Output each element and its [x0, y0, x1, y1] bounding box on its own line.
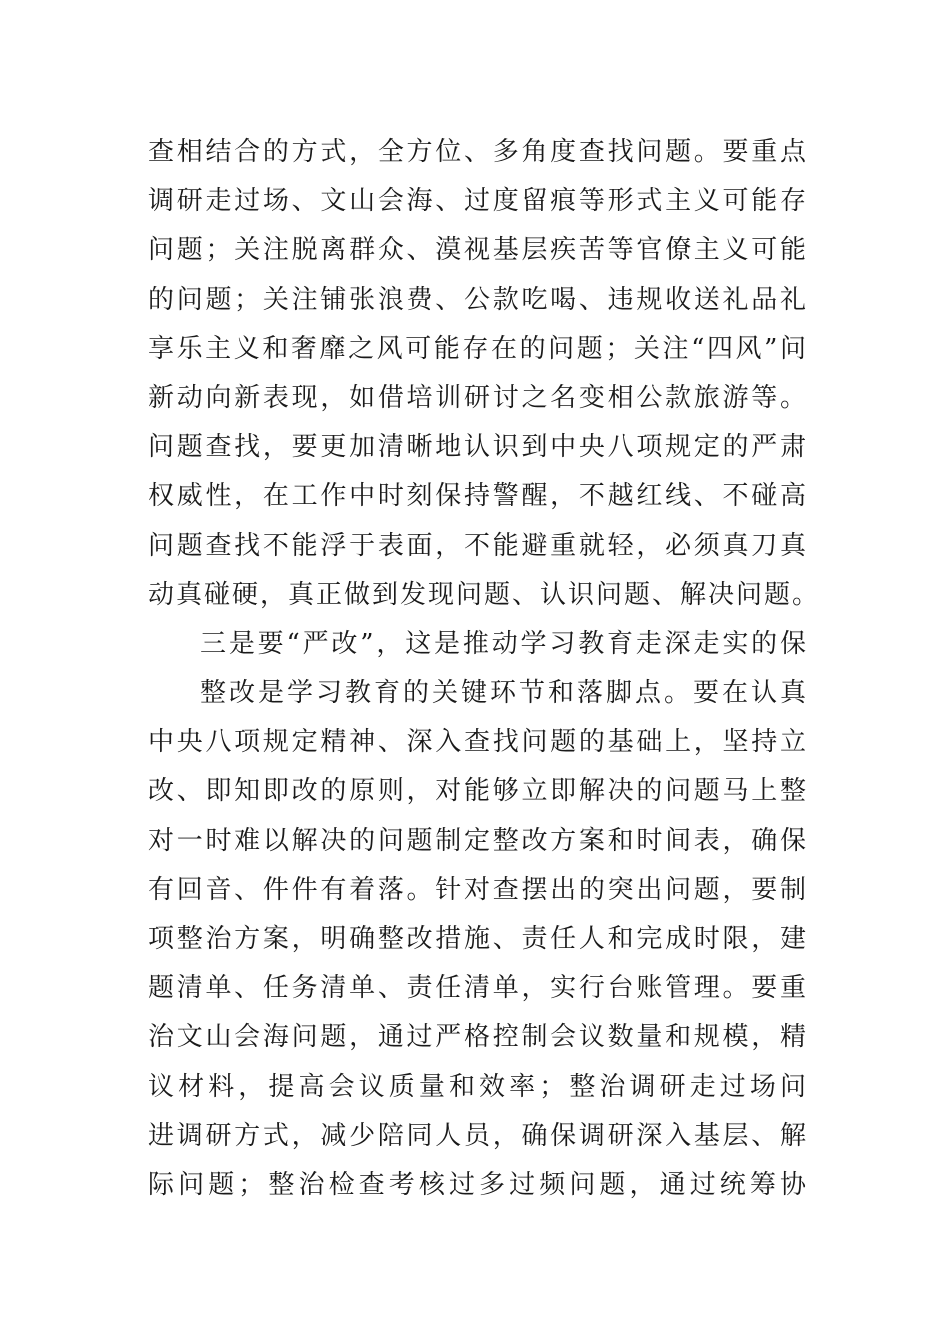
- body-text: [148, 128, 821, 1210]
- text-line: 治文山会海问题，通过严格控制会议数量和规模，精: [148, 1022, 808, 1053]
- text-line: 的问题；关注铺张浪费、公款吃喝、违规收送礼品礼: [148, 284, 808, 315]
- text-line: 权威性，在工作中时刻保持警醒，不越红线、不碰高: [148, 481, 808, 512]
- text-line: 调研走过场、文山会海、过度留痕等形式主义可能存: [148, 186, 808, 217]
- text-line: 改、即知即改的原则，对能够立即解决的问题马上整: [148, 776, 808, 807]
- text-line: 问题查找，要更加清晰地认识到中央八项规定的严肃: [148, 432, 808, 463]
- text-line: 有回音、件件有着落。针对查摆出的突出问题，要制: [148, 874, 808, 905]
- text-line: 问题；关注脱离群众、漠视基层疾苦等官僚主义可能: [148, 235, 808, 266]
- text-line: 项整治方案，明确整改措施、责任人和完成时限，建: [148, 924, 808, 954]
- text-line: 整改是学习教育的关键环节和落脚点。要在认真: [200, 678, 808, 709]
- text-line: 三是要“严改”，这是推动学习教育走深走实的保: [200, 628, 808, 659]
- text-line: 新动向新表现，如借培训研讨之名变相公款旅游等。: [148, 382, 808, 413]
- text-line: 中央八项规定精神、深入查找问题的基础上，坚持立: [148, 727, 808, 758]
- text-line: 享乐主义和奢靡之风可能存在的问题；关注“四风”问: [148, 333, 808, 364]
- text-line: 题清单、任务清单、责任清单，实行台账管理。要重: [148, 973, 808, 1004]
- text-line: 进调研方式，减少陪同人员，确保调研深入基层、解: [148, 1120, 808, 1151]
- text-line: 对一时难以解决的问题制定整改方案和时间表，确保: [148, 825, 808, 856]
- text-line: 问题查找不能浮于表面，不能避重就轻，必须真刀真: [148, 530, 808, 561]
- text-line: 际问题；整治检查考核过多过频问题，通过统筹协: [148, 1169, 808, 1200]
- text-line: 议材料，提高会议质量和效率；整治调研走过场问: [148, 1071, 808, 1102]
- text-line: 动真碰硬，真正做到发现问题、认识问题、解决问题。: [148, 579, 821, 610]
- text-line: 查相结合的方式，全方位、多角度查找问题。要重点: [148, 137, 808, 167]
